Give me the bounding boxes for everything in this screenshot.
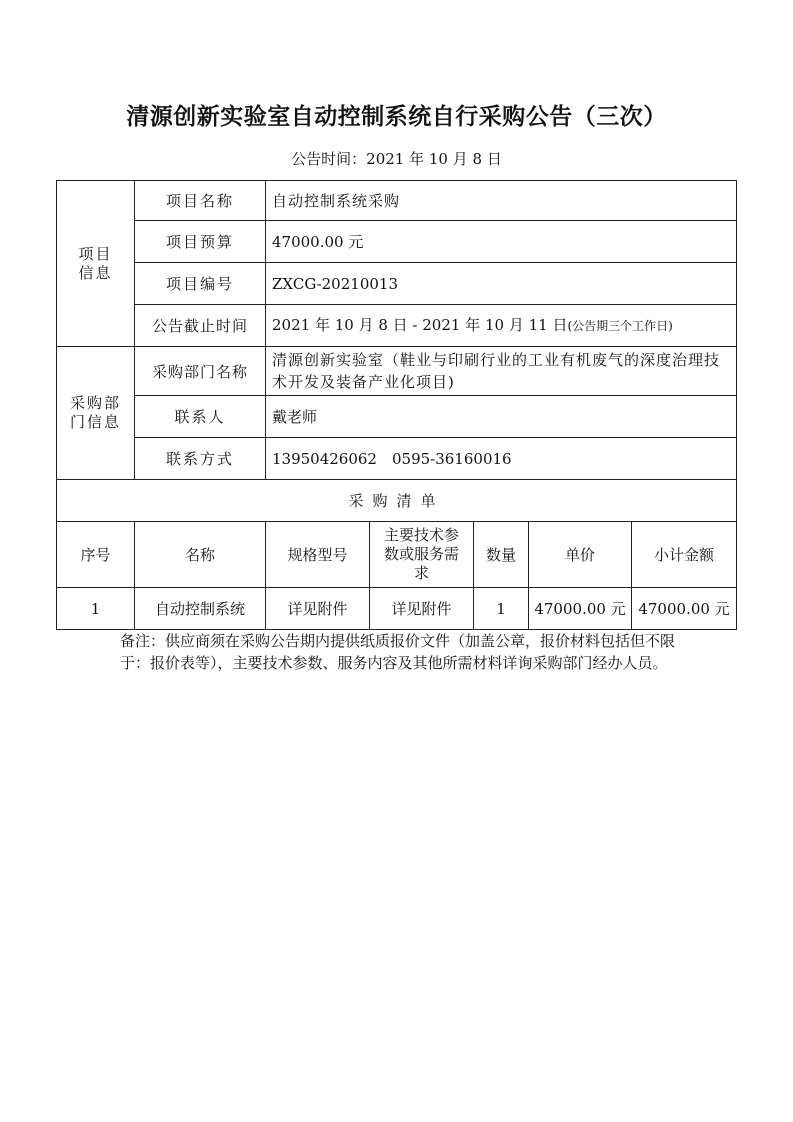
row-spec: 详见附件 (266, 588, 370, 630)
deadline-value-cell (266, 305, 737, 347)
project-row-deadline (57, 305, 737, 347)
row-name: 自动控制系统 (135, 588, 266, 630)
list-title-row (57, 480, 737, 522)
deadline-value: 2021 年 10 月 8 日 - 2021 年 10 月 11 日 (272, 316, 568, 334)
header-index: 序号 (57, 522, 135, 588)
header-subtotal: 小计金额 (632, 522, 737, 588)
remark: 备注：供应商须在采购公告期内提供纸质报价文件（加盖公章，报价材料包括但不限于：报价表等），主要技术参数、服务内容及其他所需材料详询采购部门经办人员。 (120, 632, 676, 672)
project-row-name (57, 181, 737, 221)
row-index: 1 (57, 588, 135, 630)
list-header-row (57, 522, 737, 588)
dept-group-label: 采购部 门信息 (57, 347, 135, 480)
header-unit-price: 单价 (529, 522, 632, 588)
table-row (57, 588, 737, 630)
dept-name-value: 清源创新实验室（鞋业与印刷行业的工业有机废气的深度治理技术开发及装备产业化项目) (266, 347, 737, 396)
project-name-value: 自动控制系统采购 (266, 181, 737, 221)
phone-label: 联系方式 (135, 438, 266, 480)
contact-label: 联系人 (135, 396, 266, 438)
project-code-label: 项目编号 (135, 263, 266, 305)
project-budget-value: 47000.00 元 (266, 221, 737, 263)
header-name: 名称 (135, 522, 266, 588)
deadline-note: (公告期三个工作日) (567, 319, 673, 333)
publish-time: 公告时间：2021 年 10 月 8 日 (291, 150, 502, 168)
announcement-table (56, 180, 737, 630)
deadline-label: 公告截止时间 (135, 305, 266, 347)
header-qty: 数量 (474, 522, 529, 588)
row-requirements: 详见附件 (370, 588, 474, 630)
dept-row-name (57, 347, 737, 396)
project-row-code (57, 263, 737, 305)
row-unit-price: 47000.00 元 (529, 588, 632, 630)
contact-value: 戴老师 (266, 396, 737, 438)
project-code-value: ZXCG-20210013 (266, 263, 737, 305)
page-title: 清源创新实验室自动控制系统自行采购公告（三次） (126, 104, 667, 130)
project-budget-label: 项目预算 (135, 221, 266, 263)
dept-row-contact (57, 396, 737, 438)
dept-name-label: 采购部门名称 (135, 347, 266, 396)
project-group-label: 项目 信息 (57, 181, 135, 347)
header-requirements: 主要技术参数或服务需求 (370, 522, 474, 588)
row-subtotal: 47000.00 元 (632, 588, 737, 630)
list-title: 采购清单 (57, 480, 737, 522)
header-spec: 规格型号 (266, 522, 370, 588)
project-row-budget (57, 221, 737, 263)
dept-row-phone (57, 438, 737, 480)
phone-value: 13950426062 0595-36160016 (266, 438, 737, 480)
project-name-label: 项目名称 (135, 181, 266, 221)
row-qty: 1 (474, 588, 529, 630)
